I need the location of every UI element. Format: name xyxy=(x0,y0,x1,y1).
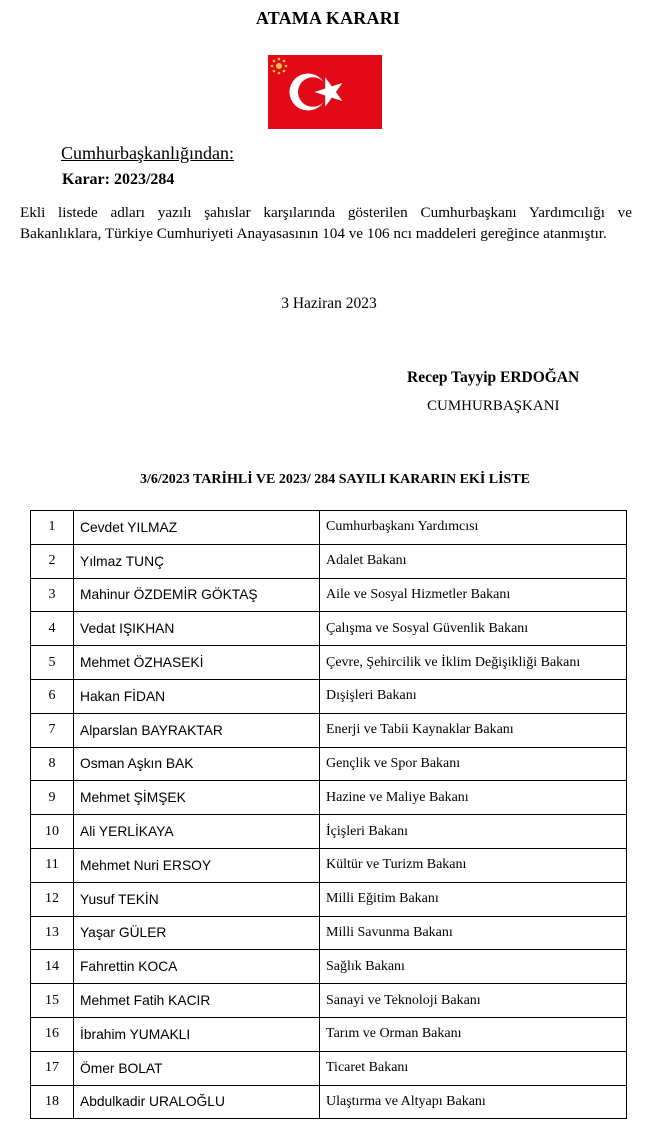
table-row xyxy=(31,1051,627,1085)
appointee-name: Mehmet Fatih KACIR xyxy=(74,984,320,1018)
appointee-name: Mehmet ŞİMŞEK xyxy=(74,781,320,815)
appointee-name: Fahrettin KOCA xyxy=(74,950,320,984)
appointee-post: Aile ve Sosyal Hizmetler Bakanı xyxy=(320,578,627,612)
table-row xyxy=(31,848,627,882)
row-number: 4 xyxy=(31,612,74,646)
row-number: 15 xyxy=(31,984,74,1018)
decision-body: Ekli listede adları yazılı şahıslar karşılarında gösterilen Cumhurbaşkanı Yardımcılığı ve Bakanlıklara, Türkiye Cumhuriyeti Anayasasının 104 ve 106 ncı maddeleri gereğince atanmıştır. xyxy=(20,204,632,242)
row-number: 8 xyxy=(31,747,74,781)
row-number: 2 xyxy=(31,544,74,578)
row-number: 14 xyxy=(31,950,74,984)
table-row xyxy=(31,612,627,646)
appointee-post: Gençlik ve Spor Bakanı xyxy=(320,747,627,781)
signatory-title: CUMHURBAŞKANI xyxy=(427,398,560,414)
table-row xyxy=(31,815,627,849)
table-row xyxy=(31,511,627,545)
appointment-table xyxy=(30,510,627,1119)
appointee-name: Yılmaz TUNÇ xyxy=(74,544,320,578)
list-title: 3/6/2023 TARİHLİ VE 2023/ 284 SAYILI KARARIN EKİ LİSTE xyxy=(139,472,531,487)
table-row xyxy=(31,916,627,950)
turkish-flag-icon xyxy=(268,55,382,129)
table-row xyxy=(31,747,627,781)
appointee-post: Çevre, Şehircilik ve İklim Değişikliği Bakanı xyxy=(320,646,627,680)
appointee-post: Çalışma ve Sosyal Güvenlik Bakanı xyxy=(320,612,627,646)
appointee-name: Mahinur ÖZDEMİR GÖKTAŞ xyxy=(74,578,320,612)
presidential-seal-icon xyxy=(271,58,288,75)
appointee-post: Hazine ve Maliye Bakanı xyxy=(320,781,627,815)
signatory-name: Recep Tayyip ERDOĞAN xyxy=(407,369,580,386)
row-number: 17 xyxy=(31,1051,74,1085)
row-number: 5 xyxy=(31,646,74,680)
row-number: 12 xyxy=(31,882,74,916)
appointee-post: Ticaret Bakanı xyxy=(320,1051,627,1085)
row-number: 3 xyxy=(31,578,74,612)
appointee-name: Hakan FİDAN xyxy=(74,679,320,713)
table-row xyxy=(31,679,627,713)
document-title: ATAMA KARARI xyxy=(255,8,401,28)
appointee-name: Ali YERLİKAYA xyxy=(74,815,320,849)
appointee-name: Alparslan BAYRAKTAR xyxy=(74,713,320,747)
appointee-name: Mehmet ÖZHASEKİ xyxy=(74,646,320,680)
appointee-post: Tarım ve Orman Bakanı xyxy=(320,1017,627,1051)
appointee-name: Mehmet Nuri ERSOY xyxy=(74,848,320,882)
row-number: 11 xyxy=(31,848,74,882)
table-row xyxy=(31,882,627,916)
appointee-post: İçişleri Bakanı xyxy=(320,815,627,849)
appointee-post: Milli Eğitim Bakanı xyxy=(320,882,627,916)
table-row xyxy=(31,984,627,1018)
table-row xyxy=(31,544,627,578)
appointee-name: Cevdet YILMAZ xyxy=(74,511,320,545)
decision-date: 3 Haziran 2023 xyxy=(281,295,377,312)
table-row xyxy=(31,646,627,680)
row-number: 6 xyxy=(31,679,74,713)
appointee-post: Ulaştırma ve Altyapı Bakanı xyxy=(320,1085,627,1119)
table-row xyxy=(31,1085,627,1119)
appointee-name: Vedat IŞIKHAN xyxy=(74,612,320,646)
appointee-post: Milli Savunma Bakanı xyxy=(320,916,627,950)
decision-number: Karar: 2023/284 xyxy=(62,171,175,188)
row-number: 1 xyxy=(31,511,74,545)
table-row xyxy=(31,1017,627,1051)
appointee-post: Adalet Bakanı xyxy=(320,544,627,578)
row-number: 9 xyxy=(31,781,74,815)
table-row xyxy=(31,578,627,612)
row-number: 13 xyxy=(31,916,74,950)
row-number: 16 xyxy=(31,1017,74,1051)
appointee-name: Yusuf TEKİN xyxy=(74,882,320,916)
appointee-name: Ömer BOLAT xyxy=(74,1051,320,1085)
appointee-name: Osman Aşkın BAK xyxy=(74,747,320,781)
appointee-post: Sağlık Bakanı xyxy=(320,950,627,984)
row-number: 18 xyxy=(31,1085,74,1119)
appointee-post: Cumhurbaşkanı Yardımcısı xyxy=(320,511,627,545)
table-row xyxy=(31,713,627,747)
appointee-post: Kültür ve Turizm Bakanı xyxy=(320,848,627,882)
row-number: 7 xyxy=(31,713,74,747)
appointee-post: Enerji ve Tabii Kaynaklar Bakanı xyxy=(320,713,627,747)
table-row xyxy=(31,950,627,984)
appointee-post: Dışişleri Bakanı xyxy=(320,679,627,713)
row-number: 10 xyxy=(31,815,74,849)
appointee-name: İbrahim YUMAKLI xyxy=(74,1017,320,1051)
table-row xyxy=(31,781,627,815)
appointee-name: Yaşar GÜLER xyxy=(74,916,320,950)
appointee-name: Abdulkadir URALOĞLU xyxy=(74,1085,320,1119)
issuer-label: Cumhurbaşkanlığından: xyxy=(61,143,234,163)
appointee-post: Sanayi ve Teknoloji Bakanı xyxy=(320,984,627,1018)
